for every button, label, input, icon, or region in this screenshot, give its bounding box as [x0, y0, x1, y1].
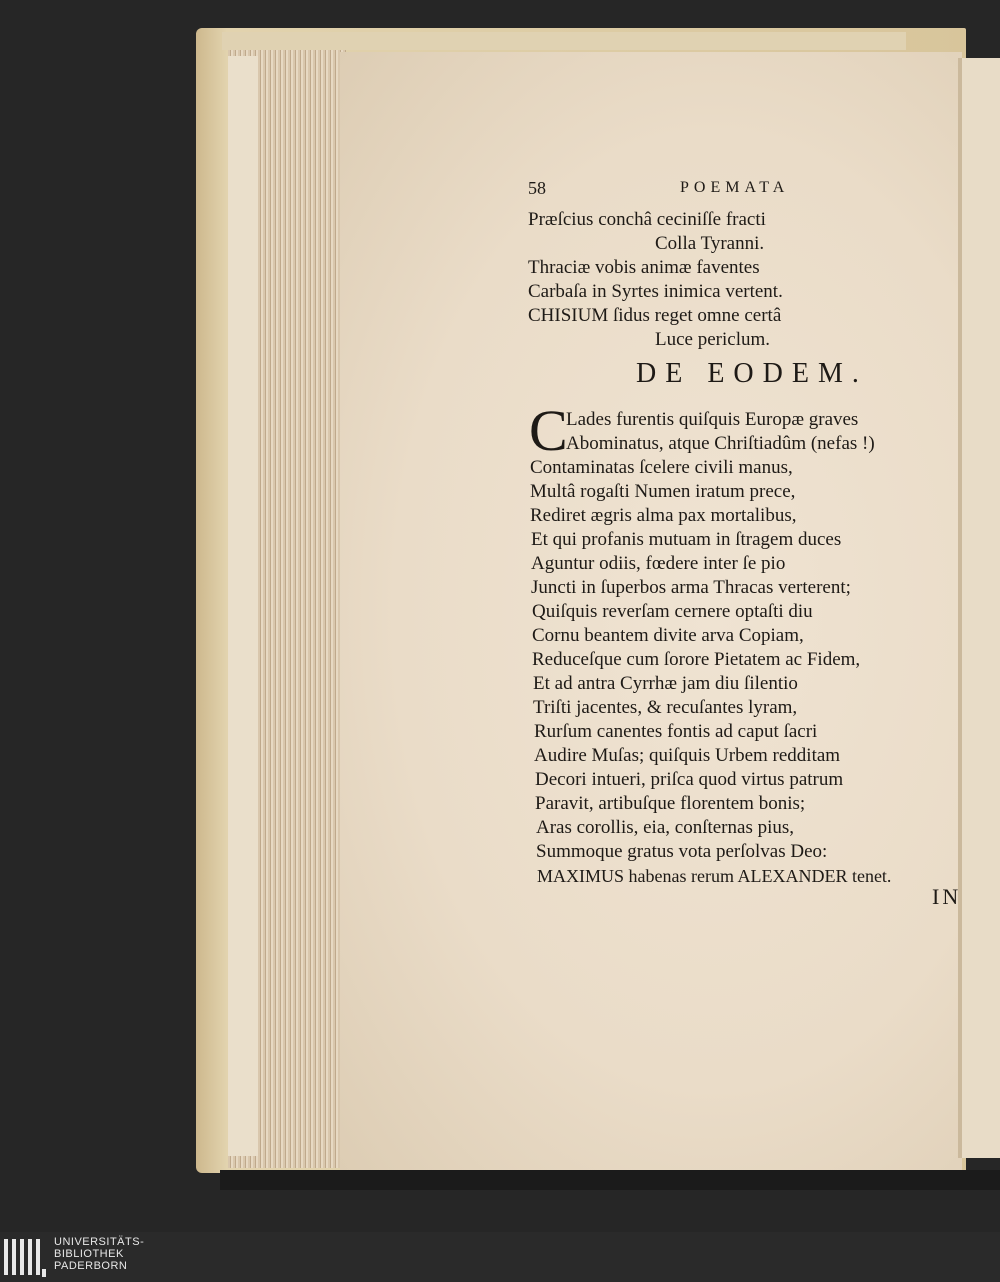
running-head: POEMATA — [680, 179, 790, 196]
verse-line: Aguntur odiis, fœdere inter ſe pio — [531, 553, 786, 574]
verse-line: Lades furentis quiſquis Europæ graves — [566, 409, 859, 430]
verse-line: Summoque gratus vota perſolvas Deo: — [536, 841, 828, 862]
verse-line: Præſcius conchâ ceciniſſe fracti — [528, 209, 766, 230]
drop-cap: C — [529, 398, 568, 463]
verse-line: Aras corollis, eia, conſternas pius, — [536, 817, 795, 838]
verse-line: Et qui profanis mutuam in ſtragem duces — [531, 529, 842, 550]
verse-line: Quiſquis reverſam cernere optaſti diu — [532, 601, 813, 622]
page-number: 58 — [528, 178, 546, 198]
section-title: DE EODEM. — [636, 358, 868, 389]
catchword: IN — [932, 884, 962, 909]
facing-page — [962, 58, 1000, 1158]
library-logo-icon — [4, 1237, 46, 1279]
verse-line: Audire Muſas; quiſquis Urbem redditam — [534, 745, 841, 766]
verse-line: Multâ rogaſti Numen iratum prece, — [530, 481, 796, 502]
verse-line: Decori intueri, priſca quod virtus patrum — [535, 769, 844, 790]
verse-line: Rediret ægris alma pax mortalibus, — [530, 505, 797, 526]
page-edges-light — [228, 56, 258, 1156]
library-name-line-1: UNIVERSITÄTS- — [54, 1236, 145, 1248]
library-name-line-2: BIBLIOTHEK — [54, 1248, 124, 1260]
verse-line: Juncti in ſuperbos arma Thracas verterent; — [531, 577, 851, 598]
verse-line: Triſti jacentes, & recuſantes lyram, — [533, 697, 798, 718]
verse-line: Colla Tyranni. — [655, 233, 765, 254]
book-cover-top — [222, 32, 906, 50]
verse-line: Rurſum canentes fontis ad caput ſacri — [534, 721, 818, 742]
verse-line: MAXIMUS habenas rerum ALEXANDER tenet. — [537, 866, 892, 886]
book-shadow — [220, 1170, 1000, 1190]
verse-line: Luce periclum. — [655, 329, 771, 350]
verse-line: Thraciæ vobis animæ faventes — [528, 257, 760, 278]
verse-line: Paravit, artibuſque florentem bonis; — [535, 793, 806, 814]
verse-line: Cornu beantem divite arva Copiam, — [532, 625, 804, 646]
verse-line: Carbaſa in Syrtes inimica vertent. — [528, 281, 783, 302]
library-name-line-3: PADERBORN — [54, 1260, 128, 1272]
verse-line: Et ad antra Cyrrhæ jam diu ſilentio — [533, 673, 798, 694]
verse-line: Reduceſque cum ſorore Pietatem ac Fidem, — [532, 649, 861, 670]
verse-line: CHISIUM ſidus reget omne certâ — [528, 305, 782, 326]
library-logo-bar — [0, 1232, 1000, 1282]
verse-line: Abominatus, atque Chriſtiadûm (nefas !) — [566, 433, 875, 454]
verse-line: Contaminatas ſcelere civili manus, — [530, 457, 793, 478]
